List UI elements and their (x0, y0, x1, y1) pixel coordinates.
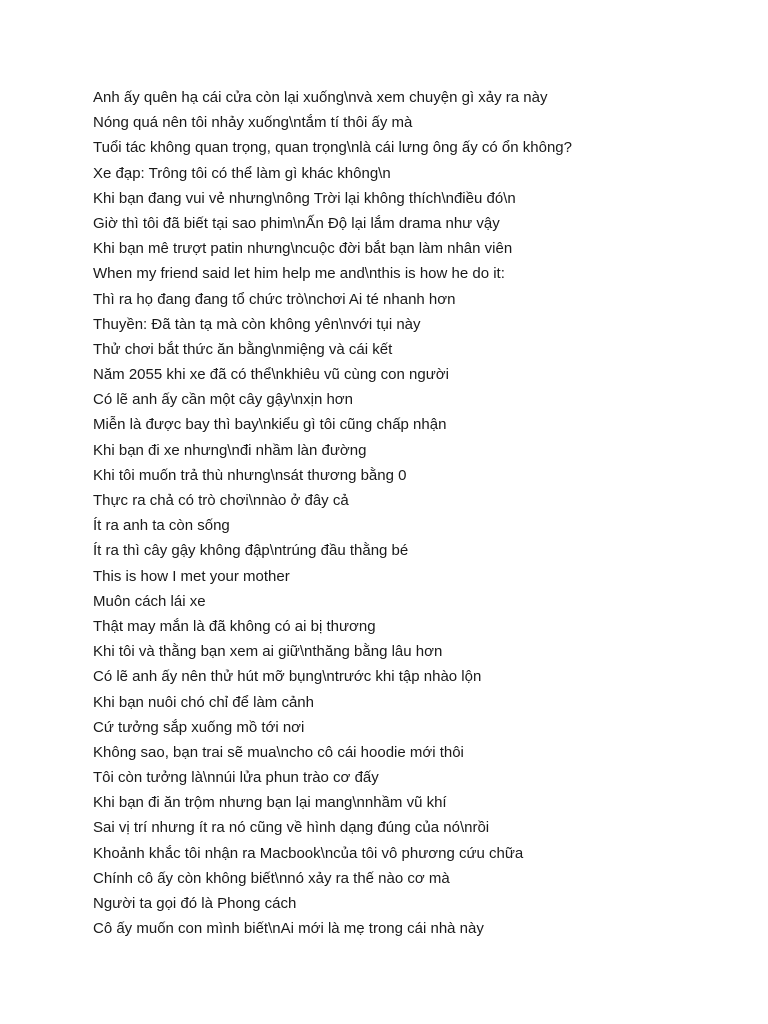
caption-line: Ít ra anh ta còn sống (93, 517, 230, 535)
caption-line: Cô ấy muốn con mình biết\nAi mới là mẹ trong cái nhà này (93, 920, 484, 938)
caption-line: Khi tôi muốn trả thù nhưng\nsát thương bằng 0 (93, 466, 407, 484)
caption-line: Miễn là được bay thì bay\nkiểu gì tôi cũng chấp nhận (93, 416, 447, 434)
caption-line: When my friend said let him help me and\nthis is how he do it: (93, 265, 505, 283)
caption-line: Có lẽ anh ấy cần một cây gậy\nxịn hơn (93, 391, 353, 409)
caption-line: Khoảnh khắc tôi nhận ra Macbook\ncủa tôi vô phương cứu chữa (93, 844, 524, 862)
caption-line: Thực ra chả có trò chơi\nnào ở đây cả (93, 492, 349, 509)
caption-list (93, 85, 753, 941)
caption-line: Thì ra họ đang đang tổ chức trò\nchơi Ai té nhanh hơn (93, 290, 456, 308)
caption-line: Ít ra thì cây gậy không đập\ntrúng đầu thằng bé (93, 542, 409, 560)
caption-line: Chính cô ấy còn không biết\nnó xảy ra thế nào cơ mà (93, 869, 450, 887)
caption-line: Thử chơi bắt thức ăn bằng\nmiệng và cái kết (93, 340, 393, 358)
caption-line: Có lẽ anh ấy nên thử hút mỡ bụng\ntrước khi tập nhào lộn (93, 668, 482, 686)
caption-line: Anh ấy quên hạ cái cửa còn lại xuống\nvà xem chuyện gì xảy ra này (93, 89, 548, 106)
caption-line: Thuyền: Đã tàn tạ mà còn không yên\nvới tụi này (93, 315, 421, 333)
caption-line: Thật may mắn là đã không có ai bị thương (93, 617, 376, 635)
caption-line: This is how I met your mother (93, 567, 290, 585)
caption-line: Nóng quá nên tôi nhảy xuống\ntắm tí thôi ấy mà (93, 114, 413, 132)
caption-line: Khi bạn mê trượt patin nhưng\ncuộc đời bắt bạn làm nhân viên (93, 240, 513, 258)
caption-line: Khi bạn đi xe nhưng\nđi nhầm làn đường (93, 441, 367, 459)
caption-line: Cứ tưởng sắp xuống mồ tới nơi (93, 718, 305, 736)
caption-line: Không sao, bạn trai sẽ mua\ncho cô cái hoodie mới thôi (93, 743, 464, 761)
caption-line: Khi bạn đi ăn trộm nhưng bạn lại mang\nnhầm vũ khí (93, 794, 447, 812)
caption-line: Khi tôi và thằng bạn xem ai giữ\nthăng bằng lâu hơn (93, 643, 443, 661)
caption-line: Người ta gọi đó là Phong cách (93, 895, 297, 912)
caption-line: Xe đạp: Trông tôi có thể làm gì khác không\n (93, 164, 391, 182)
caption-line: Khi bạn nuôi chó chỉ để làm cảnh (93, 693, 314, 711)
caption-line: Tôi còn tưởng là\nnúi lửa phun trào cơ đấy (93, 769, 379, 787)
caption-line: Năm 2055 khi xe đã có thể\nkhiêu vũ cùng con người (93, 366, 449, 384)
caption-line: Sai vị trí nhưng ít ra nó cũng về hình dạng đúng của nó\nrồi (93, 819, 490, 837)
caption-line: Muôn cách lái xe (93, 592, 206, 610)
caption-line: Khi bạn đang vui vẻ nhưng\nông Trời lại không thích\nđiều đó\n (93, 189, 516, 207)
caption-line: Giờ thì tôi đã biết tại sao phim\nẤn Độ lại lắm drama như vậy (93, 214, 500, 232)
caption-line: Tuổi tác không quan trọng, quan trọng\nlà cái lưng ông ấy có ổn không? (93, 139, 572, 157)
